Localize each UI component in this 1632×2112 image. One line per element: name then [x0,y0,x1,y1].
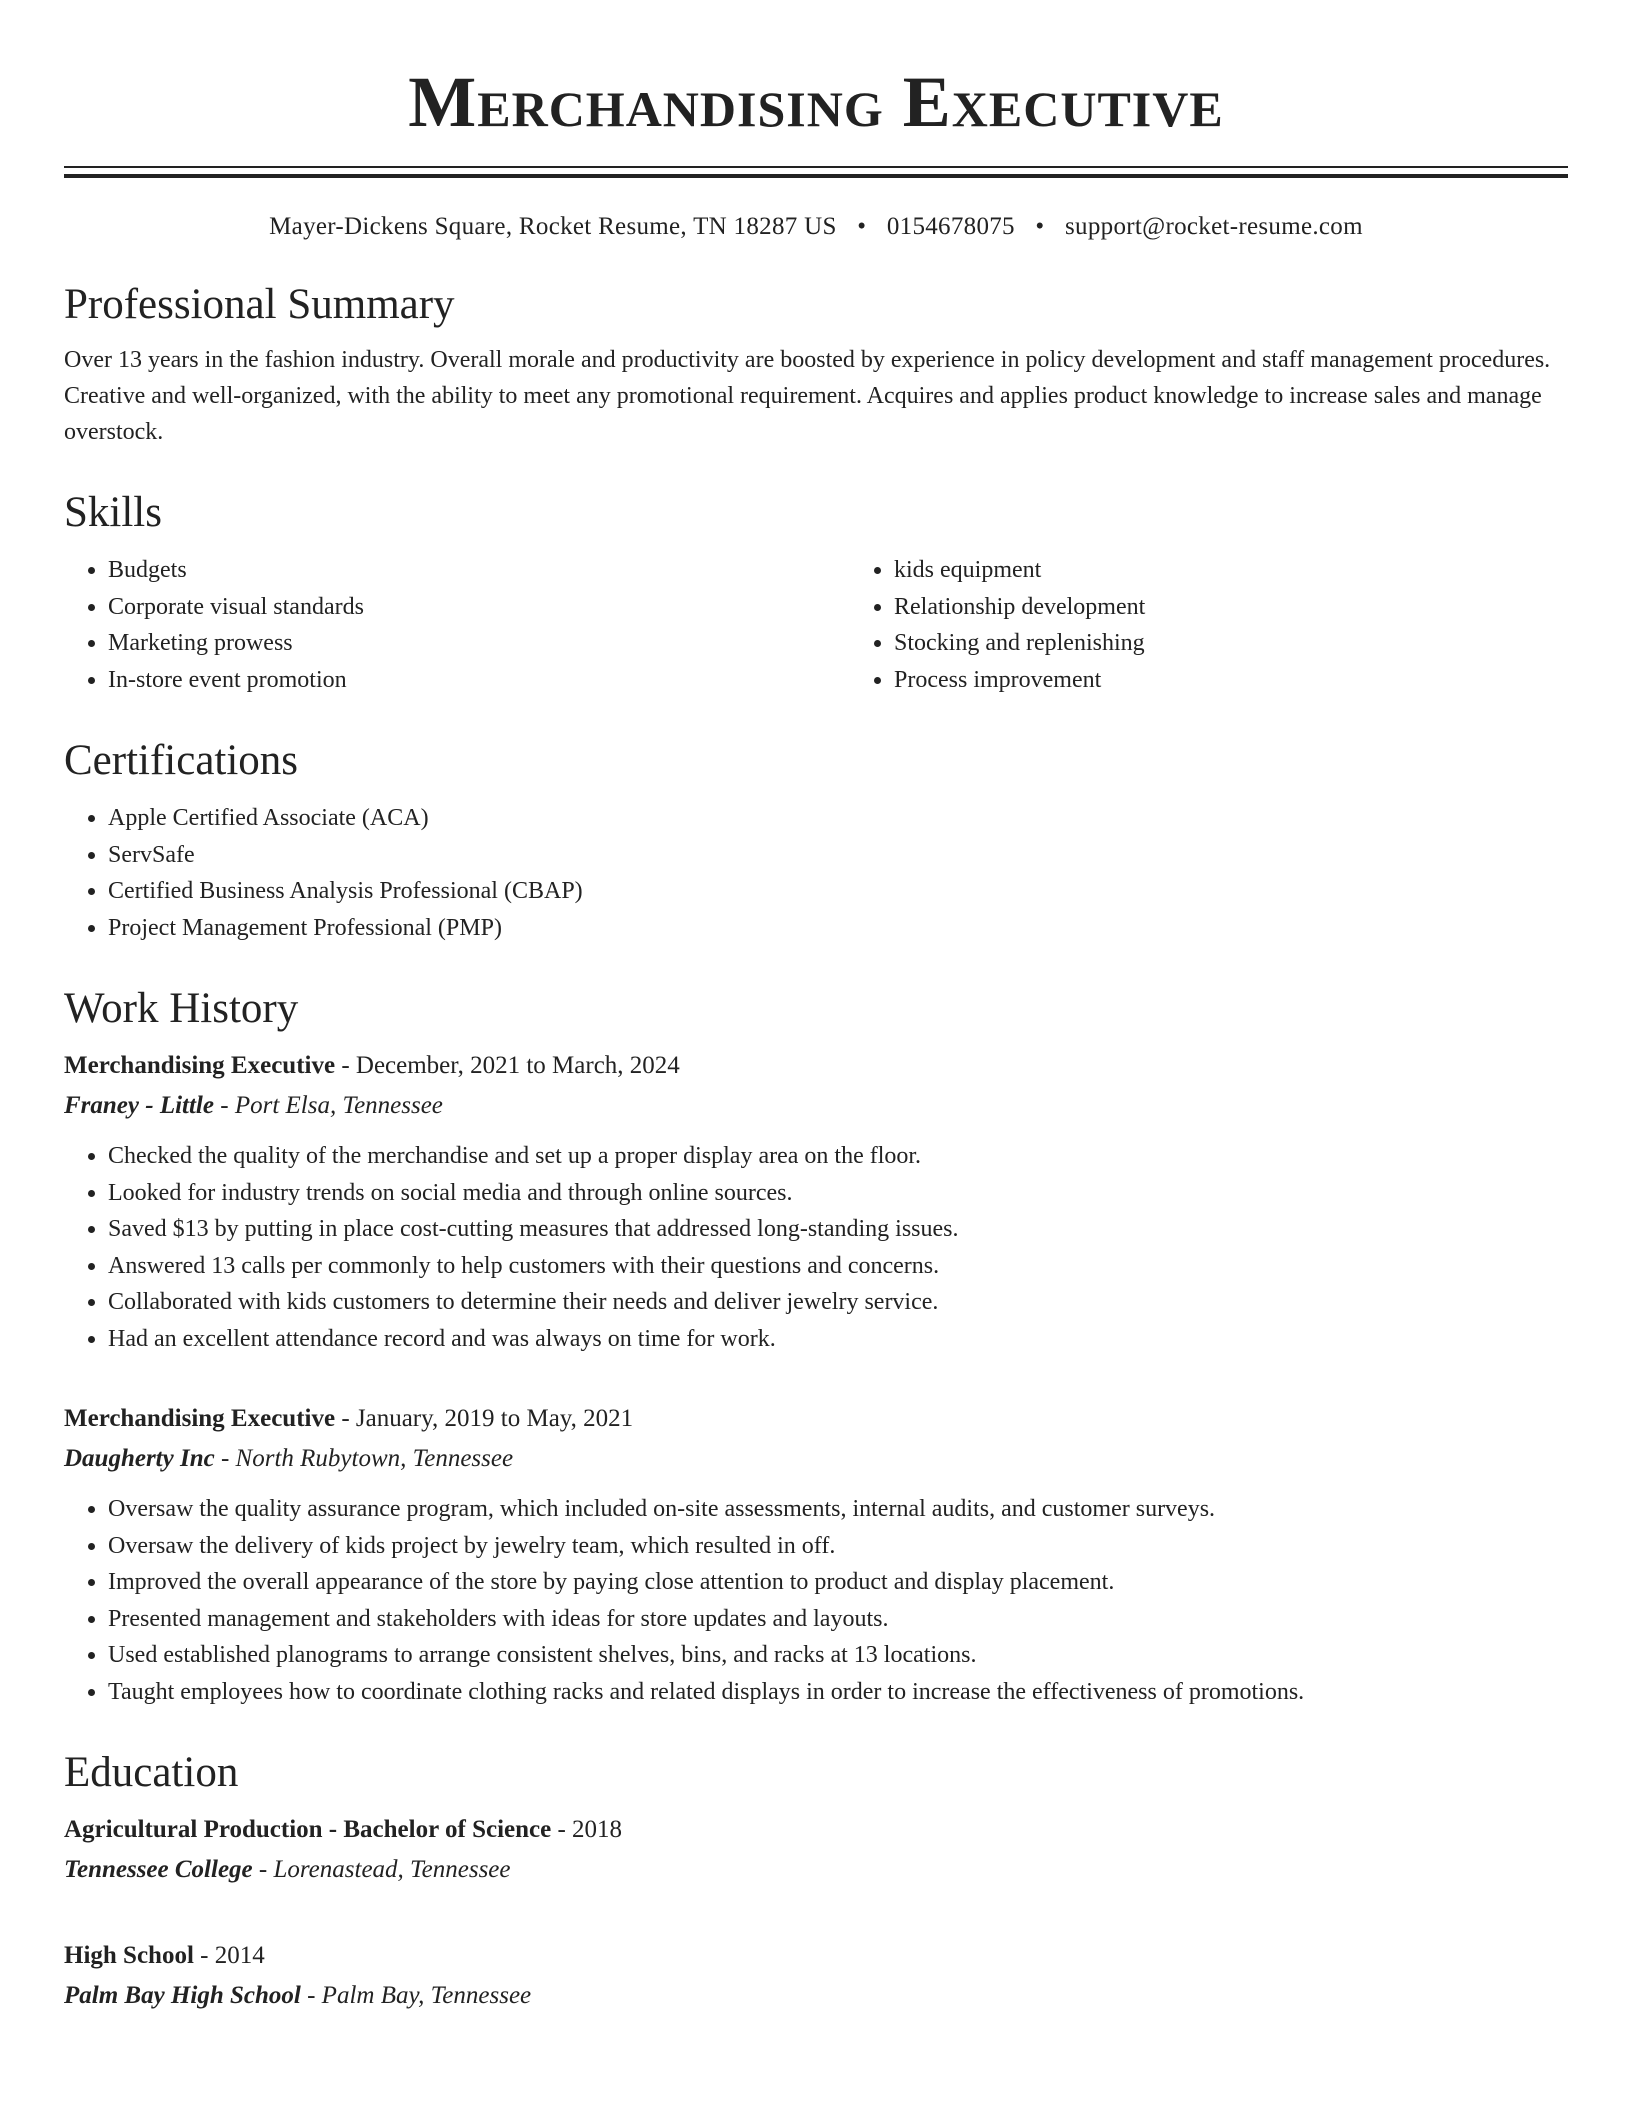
job-title: Merchandising Executive [64,1052,336,1079]
skill-item: • In-store event promotion [108,662,850,699]
certifications-list [64,800,1568,946]
contact-address: Mayer-Dickens Square, Rocket Resume, TN 18287 US [269,213,837,240]
job-dates: January, 2019 to May, 2021 [355,1405,634,1432]
job-company-line: Franey - Little - Port Elsa, Tennessee [64,1092,443,1119]
job-company: Franey - Little [64,1092,214,1119]
job-bullet: • Looked for industry trends on social media and through online sources. [108,1175,1568,1212]
job-bullet: • Presented management and stakeholders with ideas for store updates and layouts. [108,1601,1568,1638]
job-bullet: • Collaborated with kids customers to determine their needs and deliver jewelry service. [108,1284,1568,1321]
education-location: Palm Bay, Tennessee [321,1982,532,2009]
job-bullet: • Had an excellent attendance record and was always on time for work. [108,1321,1568,1358]
education-location: Lorenastead, Tennessee [273,1856,511,1883]
entry-spacer [64,1357,1568,1387]
certifications-heading: Certifications [64,737,299,784]
skill-item: • Relationship development [894,589,1632,626]
skill-item: • Budgets [108,552,850,589]
skill-item: • kids equipment [894,552,1632,589]
job-bullet: • Checked the quality of the merchandise and set up a proper display area on the floor. [108,1138,1568,1175]
summary-text: Over 13 years in the fashion industry. Overall morale and productivity are boosted by experience in policy development and staff management procedures. Creative and well-organized, with the ability to meet any promotional requirement. Acquires and applies product knowledge to increase sales and manage overstock. [64,347,1551,445]
skills-heading: Skills [64,489,162,536]
job-title: Merchandising Executive [64,1405,336,1432]
education-entry [64,1938,1568,2014]
education-school-line: Palm Bay High School - Palm Bay, Tennessee [64,1982,532,2009]
education-degree: High School [64,1942,194,1969]
header-rule-thin [64,166,1568,168]
job-dates: December, 2021 to March, 2024 [355,1052,680,1079]
job-bullet: • Oversaw the delivery of kids project by jewelry team, which resulted in off. [108,1528,1568,1565]
work-history-heading: Work History [64,985,299,1032]
job-company: Daugherty Inc [64,1445,215,1472]
education-year: 2018 [572,1816,623,1843]
education-degree: Agricultural Production - Bachelor of Science [64,1816,552,1843]
summary-heading: Professional Summary [64,281,455,328]
contact-phone[interactable]: 0154678075 [886,213,1015,240]
certification-item: • Apple Certified Associate (ACA) [108,800,1568,837]
resume-name: Merchandising Executive [408,62,1224,142]
skills-list-right [850,552,1632,698]
skill-item: • Marketing prowess [108,625,850,662]
job-bullet: • Used established planograms to arrange consistent shelves, bins, and racks at 13 locations. [108,1637,1568,1674]
job-bullet: • Oversaw the quality assurance program, which included on-site assessments, internal audits, and customer surveys. [108,1491,1568,1528]
job-entry [64,1048,1568,1357]
education-school: Palm Bay High School [64,1982,301,2009]
education-header: High School - 2014 [64,1942,265,1969]
certification-item: • Certified Business Analysis Professional (CBAP) [108,873,1568,910]
skills-columns [64,552,1568,698]
education-school: Tennessee College [64,1856,253,1883]
skills-list-left [64,552,850,698]
skill-item: • Corporate visual standards [108,589,850,626]
contact-email[interactable]: support@rocket-resume.com [1065,213,1363,240]
education-header: Agricultural Production - Bachelor of Science - 2018 [64,1816,623,1843]
certification-item: • Project Management Professional (PMP) [108,910,1568,947]
job-header: Merchandising Executive - December, 2021 to March, 2024 [64,1052,680,1079]
contact-line [64,212,1568,242]
job-bullet: • Answered 13 calls per commonly to help customers with their questions and concerns. [108,1248,1568,1285]
job-location: North Rubytown, Tennessee [235,1445,514,1472]
header-rule-thick [64,174,1568,178]
job-bullets [64,1138,1568,1357]
job-location: Port Elsa, Tennessee [234,1092,443,1119]
job-entry [64,1401,1568,1710]
education-school-line: Tennessee College - Lorenastead, Tennessee [64,1856,511,1883]
education-entry [64,1812,1568,1888]
job-bullet: • Saved $13 by putting in place cost-cutting measures that addressed long-standing issues. [108,1211,1568,1248]
job-bullet: • Taught employees how to coordinate clothing racks and related displays in order to increase the effectiveness of promotions. [108,1674,1568,1711]
education-year: 2014 [214,1942,265,1969]
certification-item: • ServSafe [108,837,1568,874]
job-bullets [64,1491,1568,1710]
education-heading: Education [64,1749,239,1796]
skill-item: • Stocking and replenishing [894,625,1632,662]
skill-item: • Process improvement [894,662,1632,699]
job-company-line: Daugherty Inc - North Rubytown, Tennessee [64,1445,514,1472]
contact-separator: • [1035,213,1045,240]
entry-spacer [64,1888,1568,1924]
job-bullet: • Improved the overall appearance of the store by paying close attention to product and display placement. [108,1564,1568,1601]
contact-separator: • [857,213,867,240]
job-header: Merchandising Executive - January, 2019 to May, 2021 [64,1405,634,1432]
